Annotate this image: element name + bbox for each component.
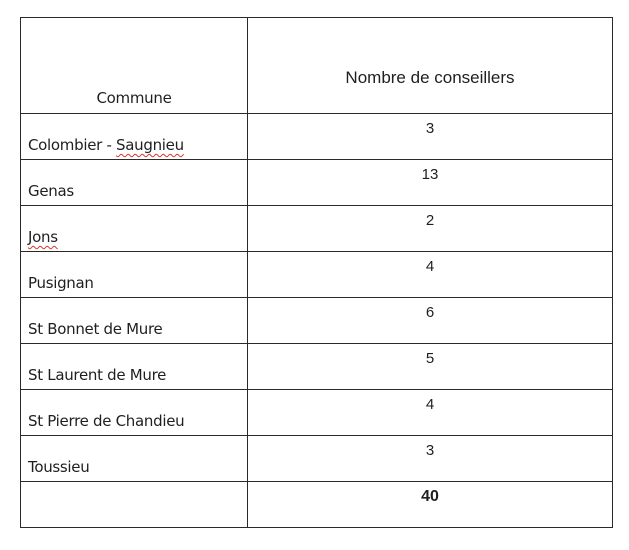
- councillor-count: 4: [425, 396, 435, 413]
- header-cell-commune[interactable]: [21, 18, 248, 114]
- commune-name-text: St Laurent de Mure: [28, 366, 167, 384]
- commune-cell[interactable]: [21, 298, 248, 344]
- count-cell[interactable]: [248, 344, 613, 390]
- count-cell[interactable]: [248, 390, 613, 436]
- commune-name: [28, 274, 94, 292]
- table-row: [21, 390, 613, 436]
- commune-name: [28, 366, 166, 384]
- total-label-cell[interactable]: [21, 482, 248, 528]
- commune-name-spellchecked: Jons: [28, 228, 58, 246]
- count-cell[interactable]: [248, 252, 613, 298]
- councillor-count: 4: [425, 258, 435, 275]
- table-row: [21, 160, 613, 206]
- councillor-count: 6: [425, 304, 435, 321]
- commune-cell[interactable]: [21, 344, 248, 390]
- count-cell[interactable]: [248, 114, 613, 160]
- commune-name-text: Toussieu: [28, 458, 90, 476]
- commune-cell[interactable]: [21, 206, 248, 252]
- commune-cell[interactable]: [21, 160, 248, 206]
- councillor-count: 3: [425, 120, 435, 137]
- commune-cell[interactable]: [21, 436, 248, 482]
- commune-name-text: Genas: [28, 182, 74, 200]
- table-row: [21, 344, 613, 390]
- commune-name-text: St Bonnet de Mure: [28, 320, 163, 338]
- commune-name-text: St Pierre de Chandieu: [28, 412, 185, 430]
- commune-cell[interactable]: [21, 114, 248, 160]
- councillor-count: 13: [421, 166, 439, 183]
- header-count-label: Nombre de conseillers: [345, 68, 515, 87]
- header-commune-label: Commune: [96, 89, 172, 107]
- count-cell[interactable]: [248, 298, 613, 344]
- commune-cell[interactable]: [21, 252, 248, 298]
- header-cell-count[interactable]: [248, 18, 613, 114]
- table-row: [21, 298, 613, 344]
- commune-name: [28, 320, 162, 338]
- commune-cell[interactable]: [21, 390, 248, 436]
- commune-name-spellchecked: Saugnieu: [116, 136, 184, 154]
- commune-name: [28, 228, 58, 246]
- table-header-row: [21, 18, 613, 114]
- table-row: [21, 252, 613, 298]
- commune-name: [28, 458, 89, 476]
- commune-name-text: Colombier -: [28, 136, 117, 154]
- table-row: [21, 436, 613, 482]
- total-count-cell[interactable]: [248, 482, 613, 528]
- councillor-count: 2: [425, 212, 435, 229]
- total-count: 40: [421, 488, 439, 505]
- councillors-table: [20, 17, 613, 528]
- commune-name: [28, 182, 74, 200]
- councillor-count: 3: [425, 442, 435, 459]
- commune-name: [28, 136, 184, 154]
- commune-name-text: Pusignan: [28, 274, 94, 292]
- count-cell[interactable]: [248, 160, 613, 206]
- count-cell[interactable]: [248, 436, 613, 482]
- count-cell[interactable]: [248, 206, 613, 252]
- table-row: [21, 114, 613, 160]
- councillor-count: 5: [425, 350, 435, 367]
- commune-name: [28, 412, 184, 430]
- total-row: [21, 482, 613, 528]
- table-row: [21, 206, 613, 252]
